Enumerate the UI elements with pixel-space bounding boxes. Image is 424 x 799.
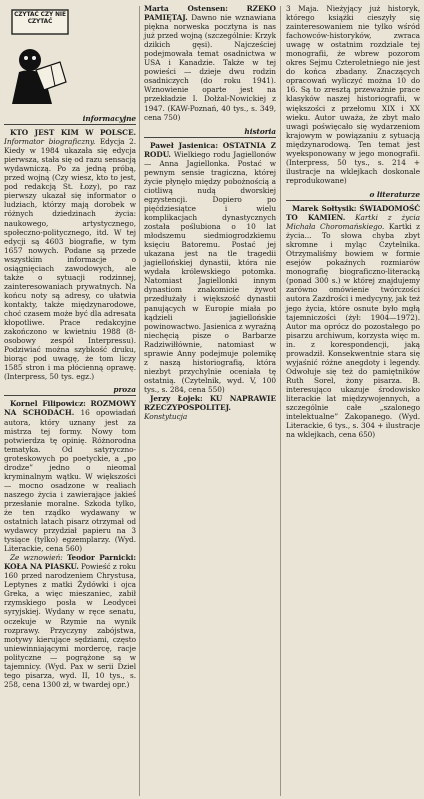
column-middle	[144, 4, 276, 421]
column-divider	[280, 6, 281, 796]
logo-label: CZYTAĆ CZY NIE CZYTAĆ	[14, 12, 66, 25]
book-title: RZEKO PAMIĘTAJ.	[144, 4, 276, 23]
author-name: Kornel Filipowicz:	[10, 399, 86, 409]
review-entry	[286, 204, 420, 439]
review-entry	[4, 399, 136, 553]
logo-area	[4, 4, 136, 112]
review-text: Edycja 2. Kiedy w 1984 ukazała się edycja pierwsza, stała się od razu sensacją wydawniczą. Po za jedną próbą, przed wojną (Czy wiesz, kto to jest, pod redakcją St. Łozy), po raz pierwszy ukazał się informator o ludziach, którzy mają dorobek w różnych dziedzinach życia: naukowego, artystycznego, społeczno-politycznego, itd. W tej edycji są 4603 biografie, w tym 1657 nowych. Podane są przede wszystkim informacje o osiągnięciach zawodowych, ale także o sytuacji rodzinnej, zainteresowaniach prywatnych. Na końcu noty są adresy, co ułatwia kontakty, także międzynarodowe, choć czasem może być dla adresata kłopotliwe. Prace redakcyjne zakończono w kwietniu 1988 (8-osobowy zespół Interpressu). Podziwiać można szybkość druku, biorąc pod uwagę, że tom liczy 1585 stron i ma płócienną oprawę. (Interpress, 50 tys. egz.)	[4, 137, 136, 382]
author-name: Marek Sołtysik:	[292, 203, 357, 213]
review-text: Dawno nie wznawiana piękna norweska pocztyna is nas już przed wojną (szczególnie: Krzyk dzikich gęsi). Najcześciej podejmowała temat osadnictwa w USA i Kanadzie. Także w tej powieści — dzieje dwu rodzin osadniczych (do roku 1941). Wznowienie oparte jest na przekładzie I. Dołżal-Nowickiej z 1947. (KAW-Poznań, 40 tys., s. 349, cena 750)	[144, 13, 276, 122]
author-name: Paweł Jasienica:	[150, 140, 219, 150]
section-heading: o literaturze	[286, 190, 420, 201]
book-title: OSTATNIA Z RODU.	[144, 140, 276, 159]
review-text: 16 opowiadań autora, który uznany jest za mistrza tej formy. Nowy tom potwierdza tę opinię. Różnorodna tematyka. Od satyryczno-groteskowych po poetyckie, a „po drodze” jedno o nieomal kryminalnym wątku. W większości — mocno osadzone w realiach naszego życia i zawierające jakieś przesłanie moralne. Szkoda tylko, że ten rządko wydawany w ostatnich latach pisarz otrzymał od wydawcy przydział papieru na 3 tysiące (tylko) egzemplarzy. (Wyd. Literackie, cena 560)	[4, 408, 136, 554]
review-entry	[144, 4, 276, 122]
author-name: Teodor Parnicki:	[66, 553, 136, 563]
review-entry	[4, 128, 136, 381]
author-name: Marta Ostensen:	[144, 4, 228, 13]
review-continuation: 3 Maja. Nieżyjący już historyk, którego książki cieszyły się zainteresowaniem nie tylko wśród fachowców-historyków, zwraca uwagę w ostatnim rozdziale tej monografii, że wbrew pozorom okres Sejmu Czteroletniego nie jest do końca zbadany. Znaczących opracowań wyliczyć można 10 do 16. Są to zresztą przeważnie prace klasyków naszej historiografii, w większości z przełomu XIX i XX wieku. Autor uważa, że zbyt mało uwagi poświęcało się wydarzeniom krajowym w powiązaniu z sytuacją międzynarodową. Ten temat jest wyeksponowany w jego monografii. (Interpress, 50 tys., s. 214 + ilustracje na wklejkach doskonale reprodukowane)	[286, 4, 420, 185]
book-title: KOŁA NA PIASKU.	[4, 562, 79, 572]
review-text: Kartki z życia... To słowa chyba zbyt skromne i myląc Czytelnika. Otrzymaliśmy bowiem w formie esejów pokaźnych rozmiarów monografię biograficzno-literacką (ponad 300 s.) w której znajdujemy zarówno omówienie twórczości autora Zazdrości i medycyny, jak też jego życia, które osnute było mgłą tajemniczości (żył: 1904—1972). Autor ma oprócz do pozostałego po pisarzu archiwum, korzysta więc m. in. z korespondencji, jaką prowadził. Konsekwentnie stara się wyjaśnić różne anegdoty i legendy. Odwołuje się też do pamiętników Ruth Sorel, żony pisarza. B. interesująco ukazuje środowisko literackie lat międzywojennych, a szczególnie całe „szalonego intelektualne” Zakopanego. (Wyd. Literackie, 6 tys., s. 304 + ilustracje na wklejkach, cena 650)	[286, 222, 420, 440]
book-title: ŚWIADOMOŚĆ TO KAMIEN.	[286, 203, 420, 223]
section-heading: informacyjne	[4, 114, 136, 125]
book-title: KTO JEST KIM W POLSCE.	[10, 128, 136, 138]
book-subtitle: Informator biograficzny.	[4, 137, 96, 147]
review-entry	[144, 141, 276, 394]
column-divider	[139, 6, 140, 796]
review-text: Wielkiego rodu Jagiellonów — Anna Jagiellonka. Postać w pewnym sensie tragiczna, której życie płynęło między pobożnością a ciotliwą nudą dworskiej egzystencji. Dopiero po pięćdziesiątce i wielu komplikacjach dynastycznych została poślubiona o 10 lat młodszemu siedmiogrodzkiemu księciu Batoremu. Postać jej ukazana jest na tle tragedii jagiellońskiej dynastii, która nie wydała królewskiego potomka. Natomiast Jagiellonki innym dynastiom znakomicie żywot przedłużały i większość dynastii panujących w Europie miała po kądzieli jagiellońskie powinowactwo. Jasienica z wyraźną niechęcią pisze o Barbarze Radziwiłłównie, natomiast w sprawie Anny podejmuje polemikę z naszą historiografią, która niezbyt przychylnie oceniała tę ostatnią. (Czytelnik, wyd. V, 100 tys., s. 284, cena 550)	[144, 149, 276, 394]
review-entry	[4, 553, 136, 689]
review-text: Konstytucja	[144, 412, 188, 422]
reprint-label: Ze wznowień:	[10, 553, 63, 563]
review-entry	[144, 394, 276, 421]
column-right	[286, 4, 420, 439]
section-heading: proza	[4, 385, 136, 396]
book-subtitle: Kartki z życia Michała Choromańskiego.	[286, 213, 420, 232]
book-title: KU NAPRAWIE RZECZYPOSPOLITEJ.	[144, 393, 276, 413]
author-name: Jerzy Łojek:	[150, 393, 203, 403]
section-heading: historia	[144, 127, 276, 138]
column-left	[4, 4, 136, 689]
book-title: ROZMOWY NA SCHODACH.	[4, 399, 136, 418]
review-text: Powieść z roku 160 przed narodzeniem Chrystusa, Leptynes z matki Żydówki i ojca Greka, a więc mieszaniec, zabił rzymskiego posła w Leodycei syryjskiej. Wydany w ręce senatu, oczekuje w Rzymie na wynik rozprawy. Przyczyny zabójstwa, motywy kierujące sędziami, często uniewinniającymi mordercę, racje polityczne — pogrążone są w tajemnicy. (Wyd. Pax w serii Dziel tego pisarza, wyd. II, 10 tys., s. 258, cena 1300 zł, w twardej opr.)	[4, 562, 136, 689]
